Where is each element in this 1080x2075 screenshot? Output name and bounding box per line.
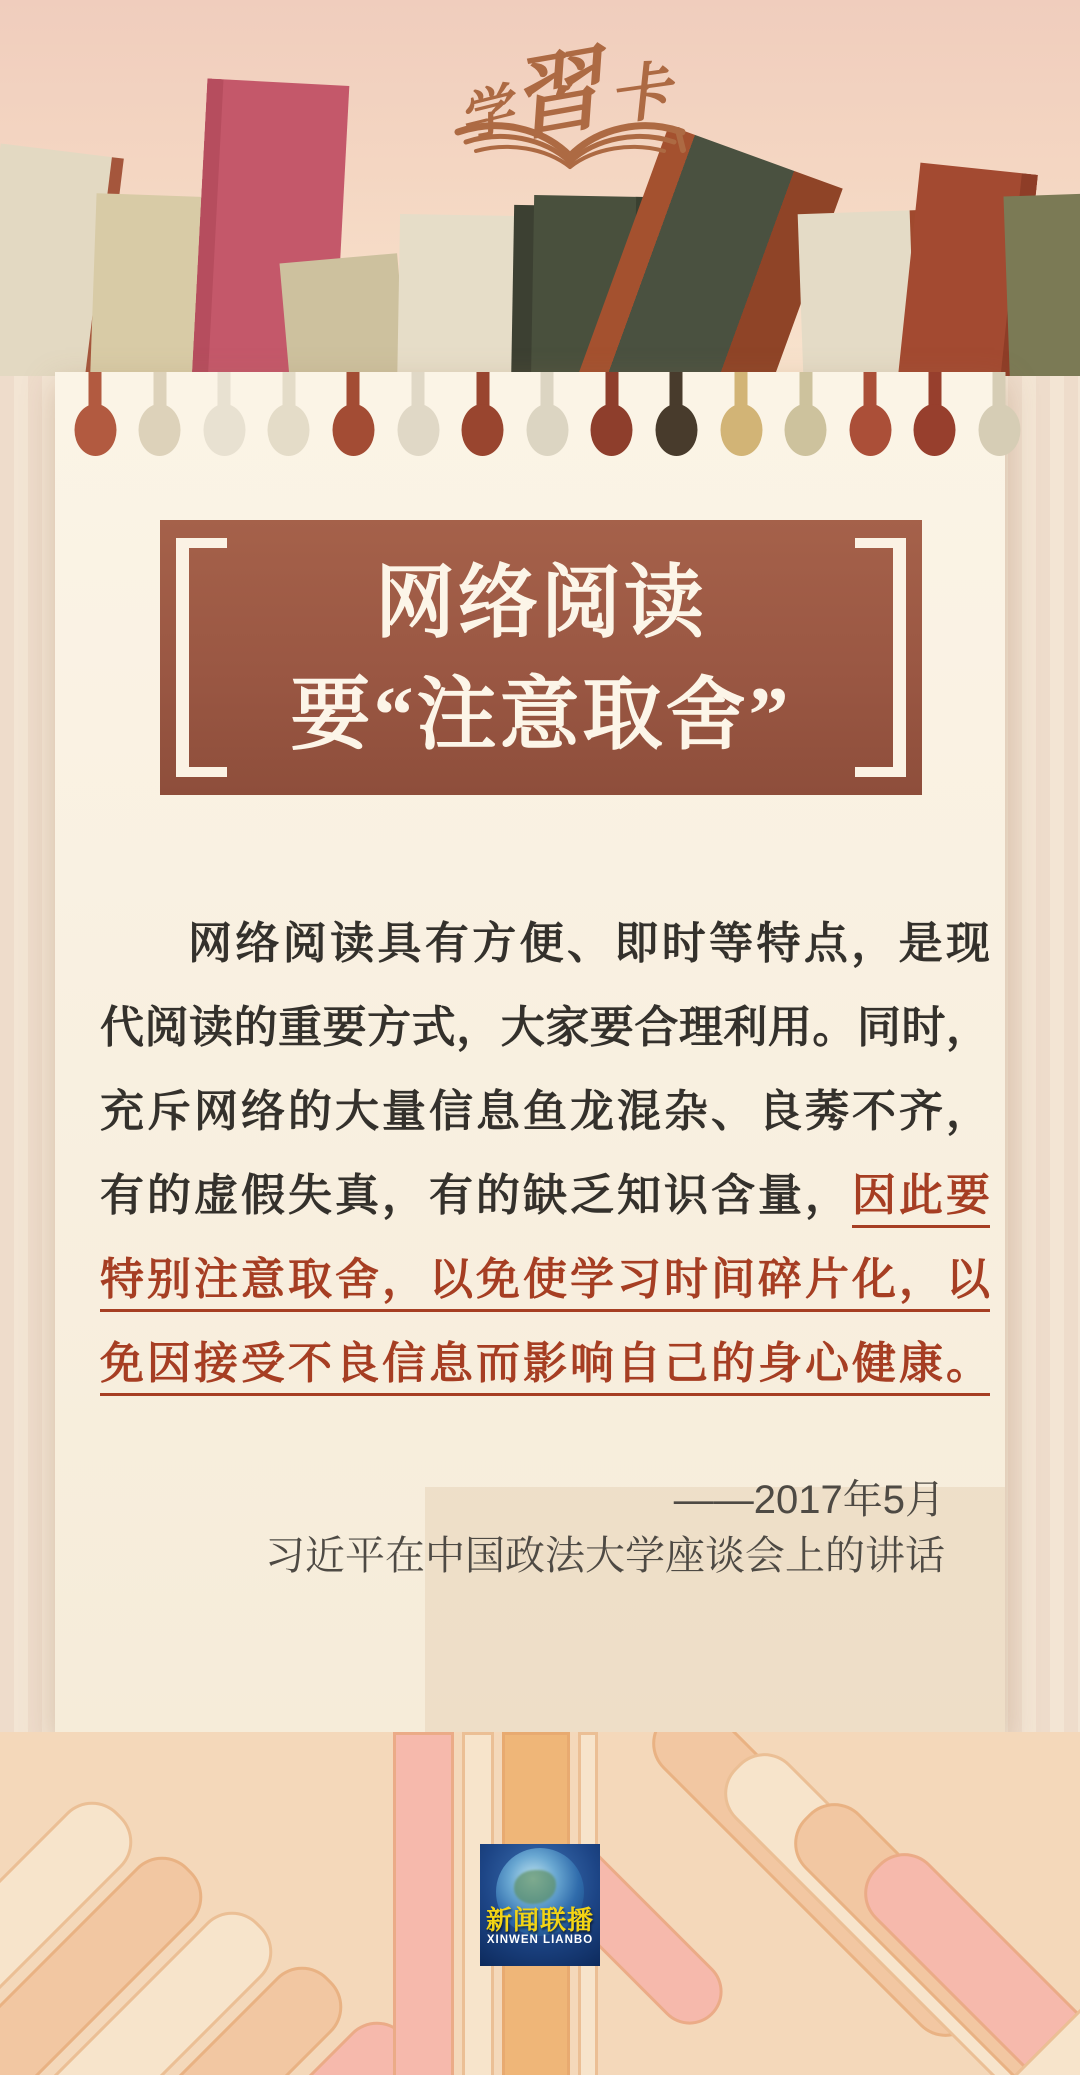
punch-hole	[541, 372, 554, 418]
body-line	[100, 1070, 990, 1154]
book-spine	[280, 253, 415, 376]
body-text: 充斥网络的大量信息鱼龙混杂、良莠不齐，	[100, 1087, 990, 1136]
punch-hole	[605, 372, 618, 418]
body-line	[100, 986, 990, 1070]
quote-body	[100, 902, 990, 1406]
title-line-1: 网络阅读	[375, 560, 707, 648]
open-book-icon	[450, 106, 690, 176]
body-text-highlight: 免因接受不良信息而影响自己的身心健康。	[100, 1339, 990, 1388]
punch-hole	[89, 372, 102, 418]
attribution-date: ——2017年5月	[673, 1478, 945, 1522]
logo-english-text: XINWEN LIANBO	[486, 1934, 594, 1946]
punch-hole	[735, 372, 748, 418]
book-spine	[87, 193, 204, 376]
book-spine	[1003, 194, 1080, 376]
illustration-book-bar	[393, 1732, 454, 2075]
logo-chinese-text: 新闻联播	[485, 1905, 594, 1935]
punch-hole	[218, 372, 231, 418]
punch-hole	[670, 372, 683, 418]
body-text-highlight: 特别注意取舍，以免使学习时间碎片化，以	[100, 1255, 990, 1304]
punch-hole	[476, 372, 489, 418]
brand-char: 習	[503, 39, 610, 153]
xuexika-brand-logo	[448, 28, 698, 168]
punch-hole	[928, 372, 941, 418]
punch-hole	[153, 372, 166, 418]
punch-hole	[799, 372, 812, 418]
punch-hole	[412, 372, 425, 418]
brand-char: 卡	[604, 56, 676, 133]
body-line	[100, 1154, 990, 1238]
left-bracket-icon	[176, 538, 239, 777]
title-line-2: 要“注意取舍”	[290, 672, 792, 760]
right-bracket-icon	[843, 538, 906, 777]
punch-hole	[864, 372, 877, 418]
punch-hole	[282, 372, 295, 418]
body-text: 有的虚假失真，有的缺乏知识含量，	[100, 1171, 852, 1220]
body-line	[100, 1238, 990, 1322]
body-text-highlight: 因此要	[852, 1171, 990, 1220]
body-line	[100, 1322, 990, 1406]
attribution-source: 习近平在中国政法大学座谈会上的讲话	[265, 1534, 945, 1578]
punch-hole	[347, 372, 360, 418]
notepad-paper	[55, 372, 1005, 1732]
xinwen-lianbo-logo	[480, 1844, 600, 1966]
punch-hole	[993, 372, 1006, 418]
body-text: 代阅读的重要方式，大家要合理利用。同时，	[100, 1003, 990, 1052]
body-text: 网络阅读具有方便、即时等特点，是现	[188, 919, 990, 968]
attribution	[100, 1472, 945, 1584]
books-photo-band	[0, 0, 1080, 376]
body-line	[100, 902, 990, 986]
brand-char: 学	[452, 79, 520, 151]
title-box	[160, 520, 922, 795]
book-spine	[396, 214, 518, 376]
